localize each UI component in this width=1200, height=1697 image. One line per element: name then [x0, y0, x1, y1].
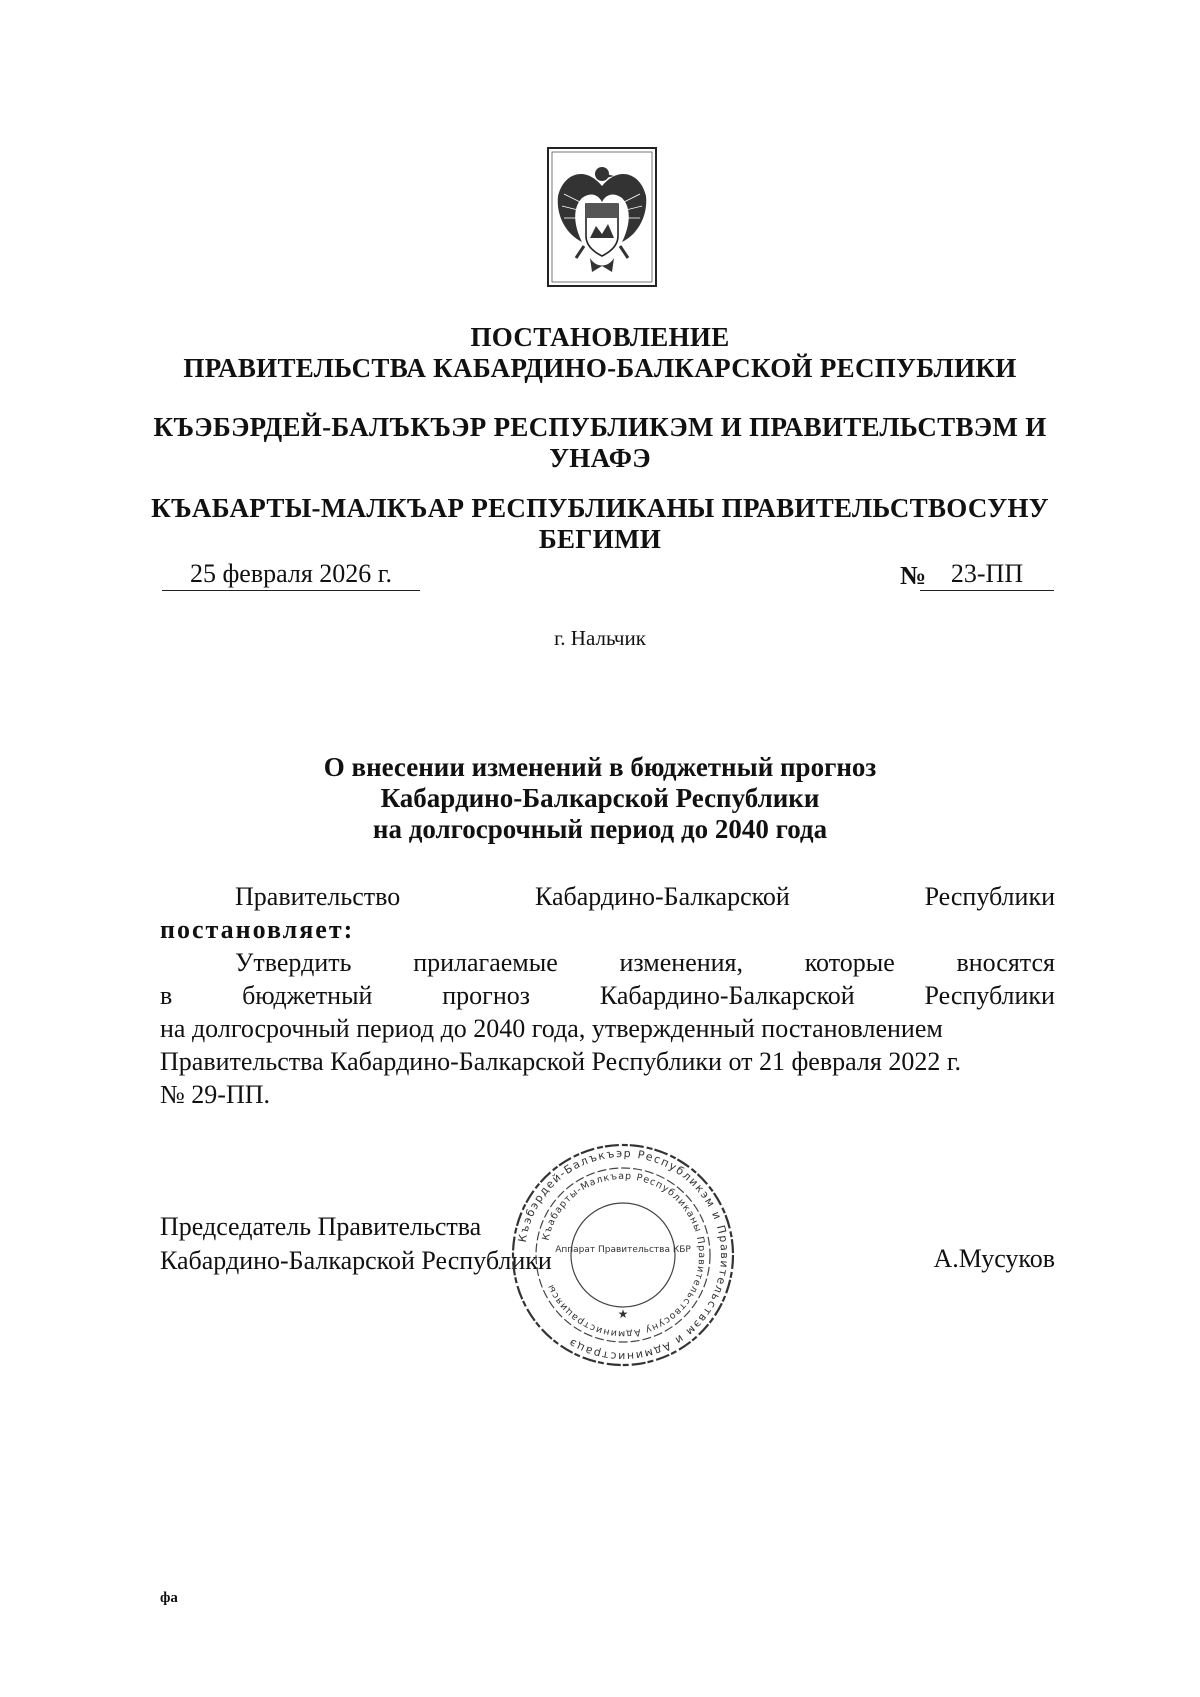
body-word: которые: [804, 948, 895, 977]
title-kbd-line-1: КЪЭБЭРДЕЙ-БАЛЪКЪЭР РЕСПУБЛИКЭМ И ПРАВИТЕЛЬСТВЭМ И: [153, 412, 1047, 442]
stamp-outer-text: Къэбэрдей-Балъкъэр Республикэм и Правительствэм и Администрацэ: [515, 1146, 732, 1364]
body-word: Кабардино-Балкарской: [599, 981, 855, 1010]
body-word: Утвердить: [235, 948, 352, 977]
body-word: бюджетный: [242, 981, 373, 1010]
body-line-3: [160, 946, 1055, 979]
body-word: Правительство: [235, 882, 401, 911]
stamp-center-text: Аппарат Правительства КБР: [555, 1245, 691, 1255]
title-ru-line-1: ПОСТАНОВЛЕНИЕ: [470, 322, 730, 352]
subject-line-2: Кабардино-Балкарской Республики: [380, 783, 820, 813]
body-line-2: [160, 913, 1055, 946]
stamp-middle-text: Къабарты-Малкъар Республиканы Правительствосуну Администрациясы: [540, 1170, 708, 1340]
title-krc-line-1: КЪАБАРТЫ-МАЛКЪАР РЕСПУБЛИКАНЫ ПРАВИТЕЛЬСТВОСУНУ: [151, 493, 1049, 523]
body-line-6: Правительства Кабардино-Балкарской Республики от 21 февраля 2022 г.: [160, 1047, 962, 1076]
document-title-ru: [150, 322, 1050, 384]
body-line-7: № 29-ПП.: [160, 1080, 271, 1109]
document-title-krc: [150, 493, 1050, 555]
subject-line-3: на долгосрочный период до 2040 года: [372, 814, 828, 844]
title-kbd-line-2: УНАФЭ: [549, 443, 651, 473]
document-date: 25 февраля 2026 г.: [162, 559, 420, 591]
body-word: изменения,: [619, 948, 744, 977]
body-line-5: на долгосрочный период до 2040 года, утвержденный постановлением: [160, 1014, 943, 1043]
document-number-label: №: [900, 561, 927, 590]
document-body: [160, 880, 1055, 1111]
signatory-name: А.Мусуков: [933, 1244, 1055, 1273]
document-number: 23-ПП: [920, 559, 1054, 591]
footnote-mark: фа: [160, 1590, 178, 1606]
document-subject: [150, 752, 1050, 845]
body-word: Республики: [924, 882, 1055, 911]
body-word: вносятся: [956, 948, 1055, 977]
title-ru-line-2: ПРАВИТЕЛЬСТВА КАБАРДИНО-БАЛКАРСКОЙ РЕСПУБЛИКИ: [183, 353, 1017, 383]
subject-line-1: О внесении изменений в бюджетный прогноз: [323, 752, 877, 782]
signature-block: [160, 1210, 552, 1278]
signature-position-line-2: Кабардино-Балкарской Республики: [160, 1246, 552, 1275]
body-word: прилагаемые: [413, 948, 558, 977]
body-word: Республики: [924, 981, 1055, 1010]
decree-word: постановляет:: [160, 915, 355, 944]
body-word: прогноз: [442, 981, 531, 1010]
title-krc-line-2: БЕГИМИ: [538, 524, 662, 554]
document-city: г. Нальчик: [554, 626, 646, 650]
body-word: Кабардино-Балкарской: [534, 882, 790, 911]
document-title-kbd: [150, 412, 1050, 474]
svg-text:★: ★: [617, 1307, 629, 1321]
signature-position-line-1: Председатель Правительства: [160, 1212, 482, 1241]
body-word: в: [160, 981, 173, 1010]
body-line-4: [160, 979, 1055, 1012]
coat-of-arms-emblem: [546, 146, 658, 288]
body-line-1: [160, 880, 1055, 913]
official-seal-stamp: [508, 1140, 738, 1370]
